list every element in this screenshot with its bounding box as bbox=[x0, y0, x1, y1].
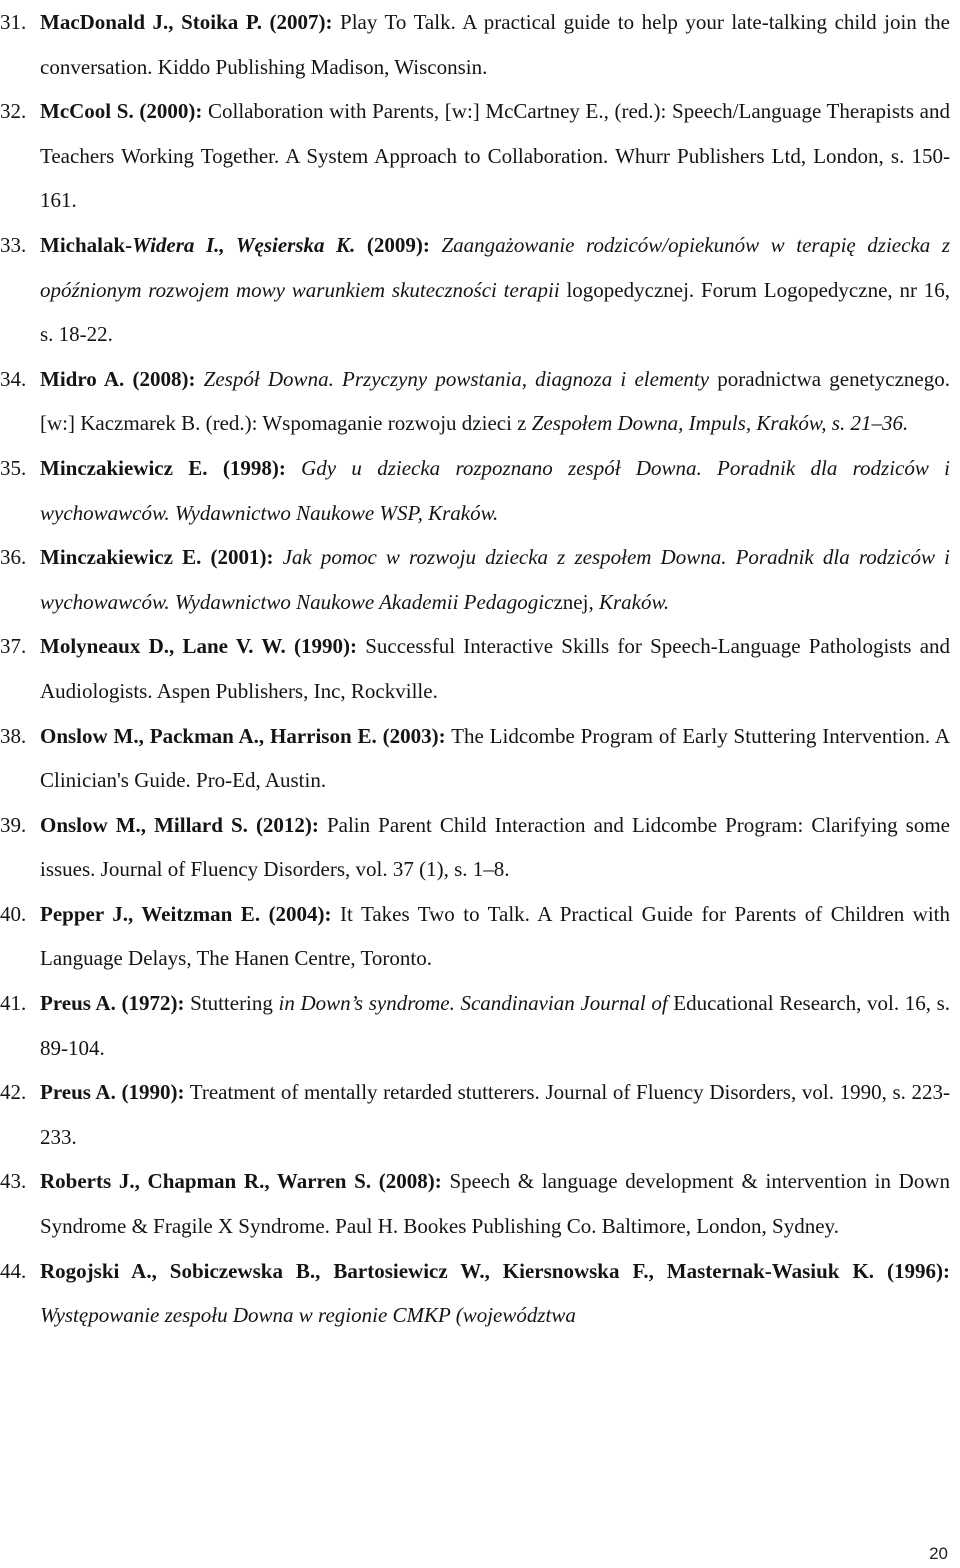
reference-text: logopedycznej. Forum Logopedyczne, nr 16, s. 18-22. bbox=[40, 277, 950, 347]
reference-text: Gdy u dziecka rozpoznano zespół Downa. Poradnik dla rodziców i wychowawców. Wydawnictwo Naukowe WSP, Kraków. bbox=[40, 455, 951, 525]
reference-number: 44. bbox=[0, 1258, 27, 1283]
reference-year: (2012): bbox=[255, 812, 319, 837]
reference-number: 32. bbox=[0, 99, 27, 124]
reference-entry bbox=[0, 223, 960, 357]
reference-number: 35. bbox=[0, 455, 27, 480]
reference-text: Treatment of mentally retarded stutterers. Journal of Fluency Disorders, vol. 1990, s. 223-233. bbox=[40, 1080, 951, 1149]
reference-year: (1996): bbox=[887, 1258, 950, 1283]
reference-authors: Minczakiewicz E. bbox=[40, 455, 208, 480]
reference-authors: Preus A. bbox=[40, 1080, 116, 1105]
page-number: 20 bbox=[929, 1544, 948, 1563]
reference-number: 41. bbox=[0, 991, 27, 1016]
reference-number: 43. bbox=[0, 1169, 27, 1194]
reference-year: (2009): bbox=[366, 232, 430, 257]
reference-number: 36. bbox=[0, 545, 27, 570]
reference-text: Collaboration with Parents, [w:] McCartney E., (red.): Speech/Language Therapists and Teachers Working Together. A System Approach to Collaboration. Whurr Publishers Ltd, London, s. 150-161. bbox=[40, 99, 950, 213]
reference-text: Play To Talk. A practical guide to help your late-talking child join the conversation. Kiddo Publishing Madison, Wisconsin. bbox=[40, 10, 950, 79]
reference-authors: Michalak- bbox=[40, 232, 133, 257]
reference-entry bbox=[0, 535, 960, 624]
reference-text: Występowanie zespołu Downa w regionie CMKP (województwa bbox=[40, 1303, 576, 1328]
reference-authors: Onslow M., Millard S. bbox=[40, 812, 248, 837]
reference-authors: McCool S. bbox=[40, 99, 134, 124]
reference-year: (2008): bbox=[132, 366, 196, 391]
reference-text: Speech & language development & intervention in Down Syndrome & Fragile X Syndrome. Paul H. Bookes Publishing Co. Baltimore, London, Sydney. bbox=[40, 1169, 950, 1239]
reference-number: 40. bbox=[0, 901, 27, 926]
reference-number: 31. bbox=[0, 10, 27, 34]
reference-number: 33. bbox=[0, 232, 27, 257]
reference-year: (2001): bbox=[210, 545, 274, 570]
reference-year: (2003): bbox=[382, 723, 446, 748]
reference-year: (1998): bbox=[222, 455, 286, 480]
reference-authors: Molyneaux D., Lane V. W. bbox=[40, 634, 286, 659]
reference-authors: Roberts J., Chapman R., Warren S. bbox=[40, 1169, 372, 1194]
reference-entry bbox=[0, 714, 960, 803]
reference-authors: Midro A. bbox=[40, 366, 125, 391]
reference-number: 34. bbox=[0, 366, 27, 391]
reference-text: Educational Research, vol. 16, s. 89-104. bbox=[40, 991, 951, 1060]
reference-text: Palin Parent Child Interaction and Lidcombe Program: Clarifying some issues. Journal of Fluency Disorders, vol. 37 (1), s. 1–8. bbox=[40, 812, 951, 882]
reference-text: Stuttering bbox=[190, 991, 279, 1016]
reference-entry bbox=[0, 803, 960, 892]
reference-authors: Onslow M., Packman A., Harrison E. bbox=[40, 723, 377, 748]
reference-text: Zespół Downa. Przyczyny powstania, diagnoza i elementy bbox=[203, 366, 710, 391]
reference-number: 37. bbox=[0, 634, 27, 659]
reference-entry bbox=[0, 357, 960, 446]
reference-text: in Down’s syndrome. Scandinavian Journal of bbox=[278, 991, 668, 1016]
reference-authors: Pepper J., Weitzman E. bbox=[40, 901, 261, 926]
reference-entry bbox=[0, 446, 960, 535]
reference-authors: Minczakiewicz E. bbox=[40, 545, 202, 570]
reference-text: Successful Interactive Skills for Speech-Language Pathologists and Audiologists. Aspen Publishers, Inc, Rockville. bbox=[40, 634, 951, 703]
reference-entry bbox=[0, 1159, 960, 1248]
reference-entry bbox=[0, 892, 960, 981]
reference-entry bbox=[0, 89, 960, 223]
reference-year: (2000): bbox=[139, 99, 203, 124]
reference-year: (2004): bbox=[268, 901, 332, 926]
reference-entry bbox=[0, 1249, 960, 1338]
reference-text: Kraków. bbox=[598, 589, 670, 614]
reference-text: It Takes Two to Talk. A Practical Guide for Parents of Children with Language Delays, The Hanen Centre, Toronto. bbox=[40, 901, 951, 971]
reference-text: znej, bbox=[553, 589, 599, 614]
reference-text: Zaangażowanie rodziców/opiekunów w terapię dziecka z opóźnionym rozwojem mowy warunkiem skuteczności terapii bbox=[40, 232, 951, 302]
reference-entry bbox=[0, 981, 960, 1070]
reference-authors: MacDonald J., Stoika P. bbox=[40, 10, 262, 34]
reference-year: (1972): bbox=[121, 991, 185, 1016]
reference-entry bbox=[0, 0, 960, 89]
reference-text: The Lidcombe Program of Early Stuttering Intervention. A Clinician's Guide. Pro-Ed, Austin. bbox=[40, 723, 951, 793]
reference-year: (2007): bbox=[269, 10, 333, 34]
reference-text: poradnictwa genetycznego. [w:] Kaczmarek B. (red.): Wspomaganie rozwoju dzieci z bbox=[40, 366, 950, 436]
reference-number: 42. bbox=[0, 1080, 27, 1105]
reference-entry bbox=[0, 1070, 960, 1159]
reference-year: (1990): bbox=[121, 1080, 185, 1105]
reference-year: (1990): bbox=[294, 634, 357, 659]
reference-number: 39. bbox=[0, 812, 27, 837]
reference-year: (2008): bbox=[378, 1169, 442, 1194]
reference-text: Zespołem Downa, Impuls, Kraków, s. 21–36. bbox=[531, 411, 909, 436]
reference-entry bbox=[0, 624, 960, 713]
reference-authors: Rogojski A., Sobiczewska B., Bartosiewicz W., Kiersnowska F., Masternak-Wasiuk K. bbox=[40, 1258, 875, 1283]
reference-number: 38. bbox=[0, 723, 27, 748]
reference-text: Jak pomoc w rozwoju dziecka z zespołem Downa. Poradnik dla rodziców i wychowawców. Wydawnictwo Naukowe Akademii Pedagogic bbox=[40, 545, 950, 614]
reference-authors-italic: Widera I., Węsierska K. bbox=[132, 232, 356, 257]
reference-authors: Preus A. bbox=[40, 991, 116, 1016]
